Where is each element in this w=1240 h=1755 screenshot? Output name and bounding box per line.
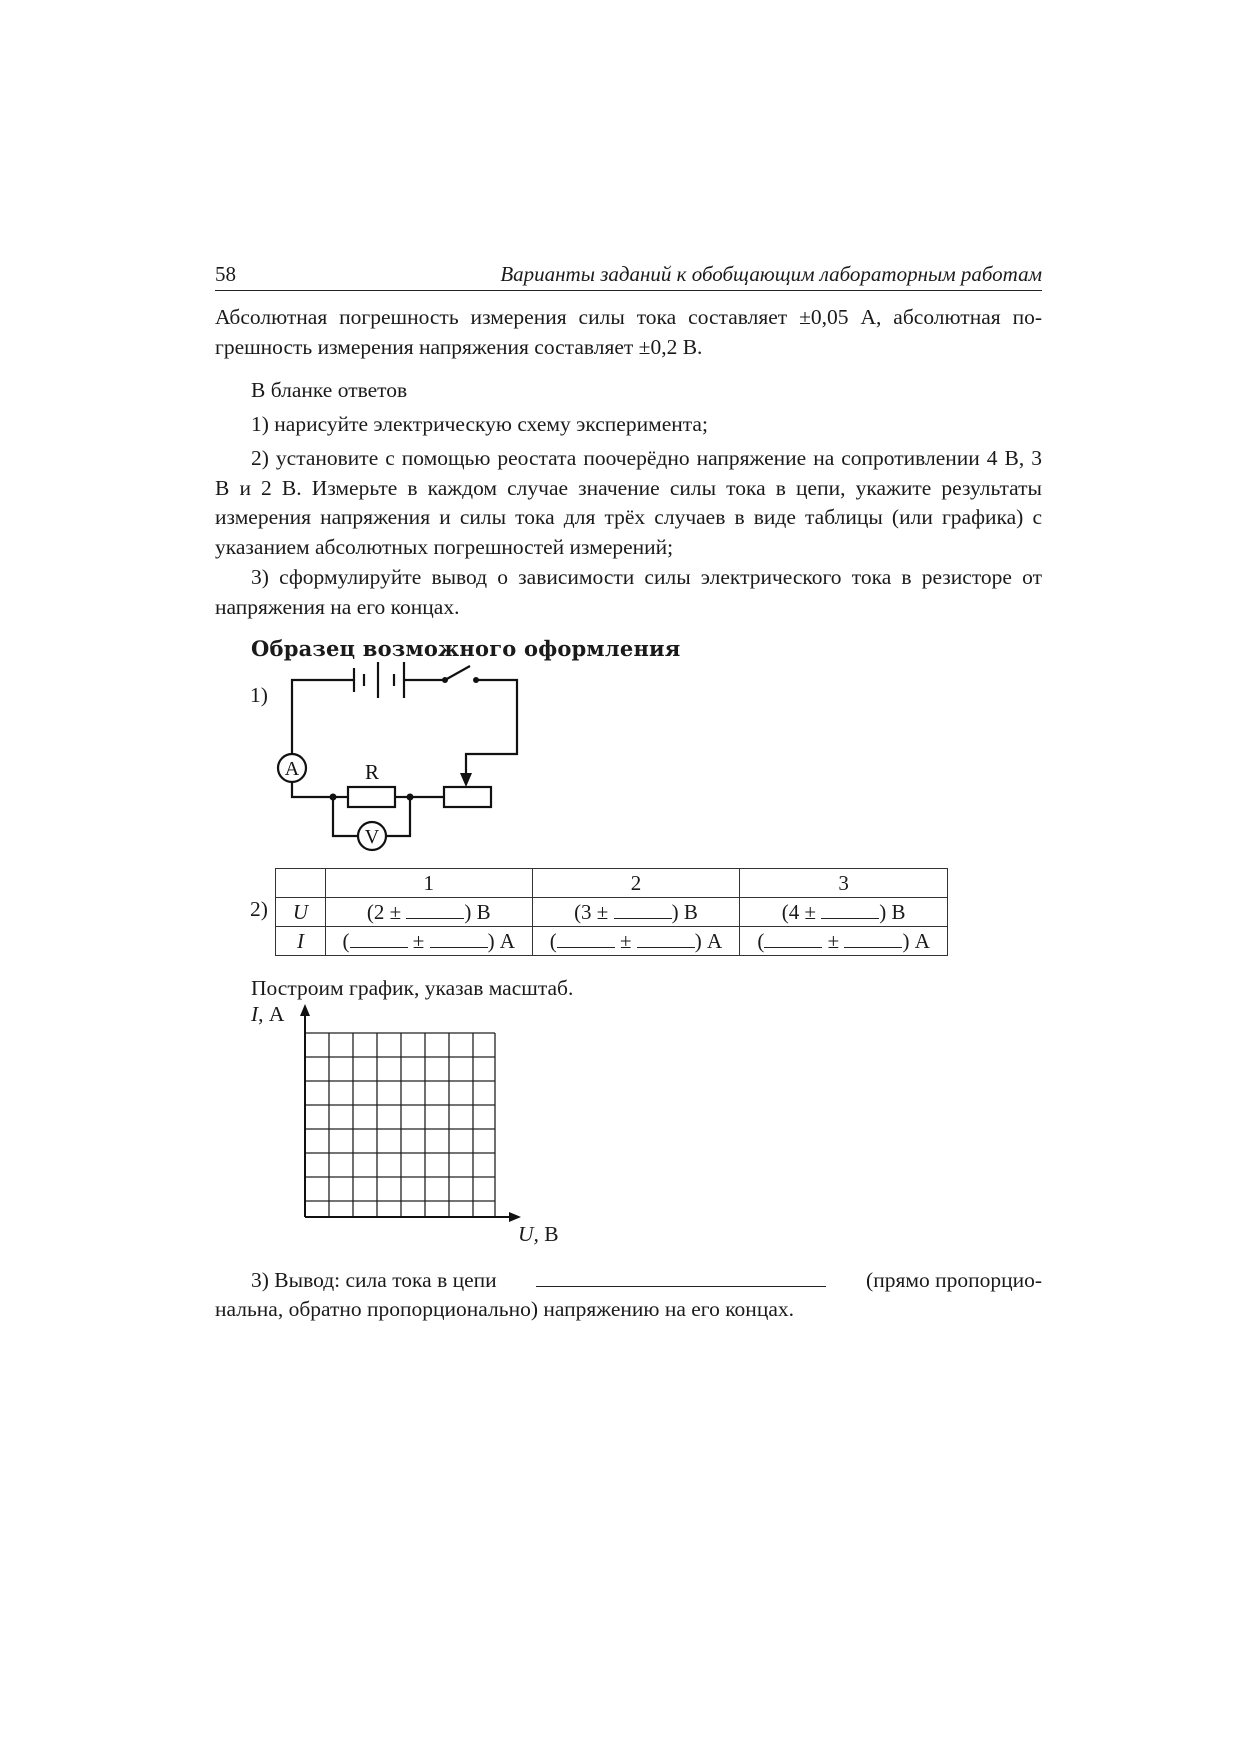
table-header-cell: 3 bbox=[740, 869, 948, 898]
junction-right bbox=[407, 794, 414, 801]
i-cell bbox=[325, 927, 532, 956]
page-number: 58 bbox=[215, 262, 236, 286]
table-header-row bbox=[276, 869, 948, 898]
conclusion-blank[interactable] bbox=[536, 1272, 826, 1287]
intro-paragraph bbox=[215, 303, 1042, 362]
instruction-item-2: 2) установите с помощью реостата поочерёдно напряжение на сопротивлении 4 В, 3 В и 2 В. Измерьте в каждом случае значение силы тока в цепи, укажите результаты измерения напряжения и силы тока для трёх случаев в виде таблицы (или графика) с указанием абсолютных погрешностей измерений; bbox=[215, 446, 1042, 559]
instruction-item-3: 3) сформулируйте вывод о зависимости силы электрического тока в резисторе от напряжения на его концах. bbox=[215, 565, 1042, 619]
i-cell-pm: ± bbox=[827, 928, 840, 953]
blank-field[interactable] bbox=[821, 904, 879, 919]
table-header-cell: 1 bbox=[325, 869, 532, 898]
x-axis-label bbox=[518, 1222, 559, 1247]
u-cell bbox=[532, 898, 740, 927]
table-row-u bbox=[276, 898, 948, 927]
rheostat bbox=[444, 787, 491, 807]
part-1-label: 1) bbox=[250, 683, 268, 707]
u-cell-open: (2 ± bbox=[366, 899, 402, 924]
u-cell-close: ) В bbox=[671, 899, 698, 924]
wire-voltmeter-right bbox=[386, 797, 410, 836]
x-axis-var: U, bbox=[518, 1222, 539, 1246]
u-cell bbox=[325, 898, 532, 927]
circuit-diagram bbox=[270, 658, 530, 858]
intro-line-1: Абсолютная погрешность измерения силы тока составляет ±0,05 А, абсолютная по- bbox=[215, 305, 1042, 329]
wire-left-bottom bbox=[292, 782, 333, 797]
x-axis-unit: В bbox=[538, 1222, 559, 1246]
i-cell-close: ) А bbox=[487, 928, 515, 953]
switch-contact-2 bbox=[473, 677, 479, 683]
x-axis-arrow bbox=[509, 1212, 521, 1222]
i-cell bbox=[740, 927, 948, 956]
intro-line-2: грешность измерения напряжения составляет ±0,2 В. bbox=[215, 334, 703, 359]
i-cell-close: ) А bbox=[694, 928, 723, 953]
blank-field[interactable] bbox=[844, 933, 902, 948]
blank-field[interactable] bbox=[637, 933, 695, 948]
conclusion-line-2: нальна, обратно пропорционально) напряжению на его концах. bbox=[215, 1297, 794, 1321]
i-cell-open: ( bbox=[342, 928, 350, 953]
table-corner-cell bbox=[276, 869, 326, 898]
row-label-u: U bbox=[276, 898, 326, 927]
resistor-r bbox=[348, 787, 395, 807]
instruction-item-1: 1) нарисуйте электрическую схему эксперимента; bbox=[251, 412, 708, 436]
u-cell bbox=[740, 898, 948, 927]
conclusion-end: (прямо пропорцио- bbox=[866, 1268, 1042, 1292]
u-cell-open: (4 ± bbox=[781, 899, 817, 924]
wire-right bbox=[466, 680, 517, 780]
running-title: Варианты заданий к обобщающим лабораторным работам bbox=[500, 262, 1042, 286]
graph-caption: Построим график, указав масштаб. bbox=[251, 976, 574, 1000]
y-axis-label bbox=[251, 1002, 284, 1027]
grid-lines bbox=[305, 1033, 495, 1217]
rheostat-slider-arrow bbox=[460, 773, 472, 787]
blank-field[interactable] bbox=[430, 933, 488, 948]
wire-top-left bbox=[292, 680, 354, 754]
i-cell bbox=[532, 927, 740, 956]
blank-field[interactable] bbox=[350, 933, 408, 948]
i-cell-pm: ± bbox=[412, 928, 425, 953]
i-cell-open: ( bbox=[757, 928, 765, 953]
u-cell-close: ) В bbox=[464, 899, 491, 924]
switch-contact-1 bbox=[442, 677, 448, 683]
part-2-label: 2) bbox=[250, 897, 268, 921]
i-cell-open: ( bbox=[549, 928, 557, 953]
i-cell-close: ) А bbox=[902, 928, 930, 953]
blank-field[interactable] bbox=[764, 933, 822, 948]
table-row-i bbox=[276, 927, 948, 956]
table-header-cell: 2 bbox=[532, 869, 740, 898]
junction-left bbox=[330, 794, 337, 801]
u-cell-close: ) В bbox=[879, 899, 906, 924]
row-label-i: I bbox=[276, 927, 326, 956]
conclusion-line-1 bbox=[215, 1266, 1042, 1296]
wire-voltmeter-left bbox=[333, 797, 358, 836]
graph-grid bbox=[295, 1002, 525, 1227]
answers-table bbox=[275, 868, 948, 956]
resistor-label: R bbox=[364, 760, 380, 784]
voltmeter-label: V bbox=[364, 826, 380, 848]
i-cell-pm: ± bbox=[619, 928, 632, 953]
u-cell-open: (3 ± bbox=[574, 899, 609, 924]
blank-field[interactable] bbox=[614, 904, 672, 919]
blank-field[interactable] bbox=[406, 904, 464, 919]
sample-heading: Образец возможного оформления bbox=[251, 636, 681, 661]
conclusion-start: 3) Вывод: сила тока в цепи bbox=[251, 1268, 497, 1292]
blank-field[interactable] bbox=[557, 933, 615, 948]
instructions-lead: В бланке ответов bbox=[251, 378, 408, 402]
switch-blade bbox=[445, 666, 470, 680]
y-axis-arrow bbox=[300, 1004, 310, 1016]
y-axis-unit: , А bbox=[258, 1002, 285, 1026]
ammeter-label: A bbox=[284, 758, 300, 780]
y-axis-var: I bbox=[251, 1002, 259, 1026]
header-rule bbox=[215, 290, 1042, 291]
